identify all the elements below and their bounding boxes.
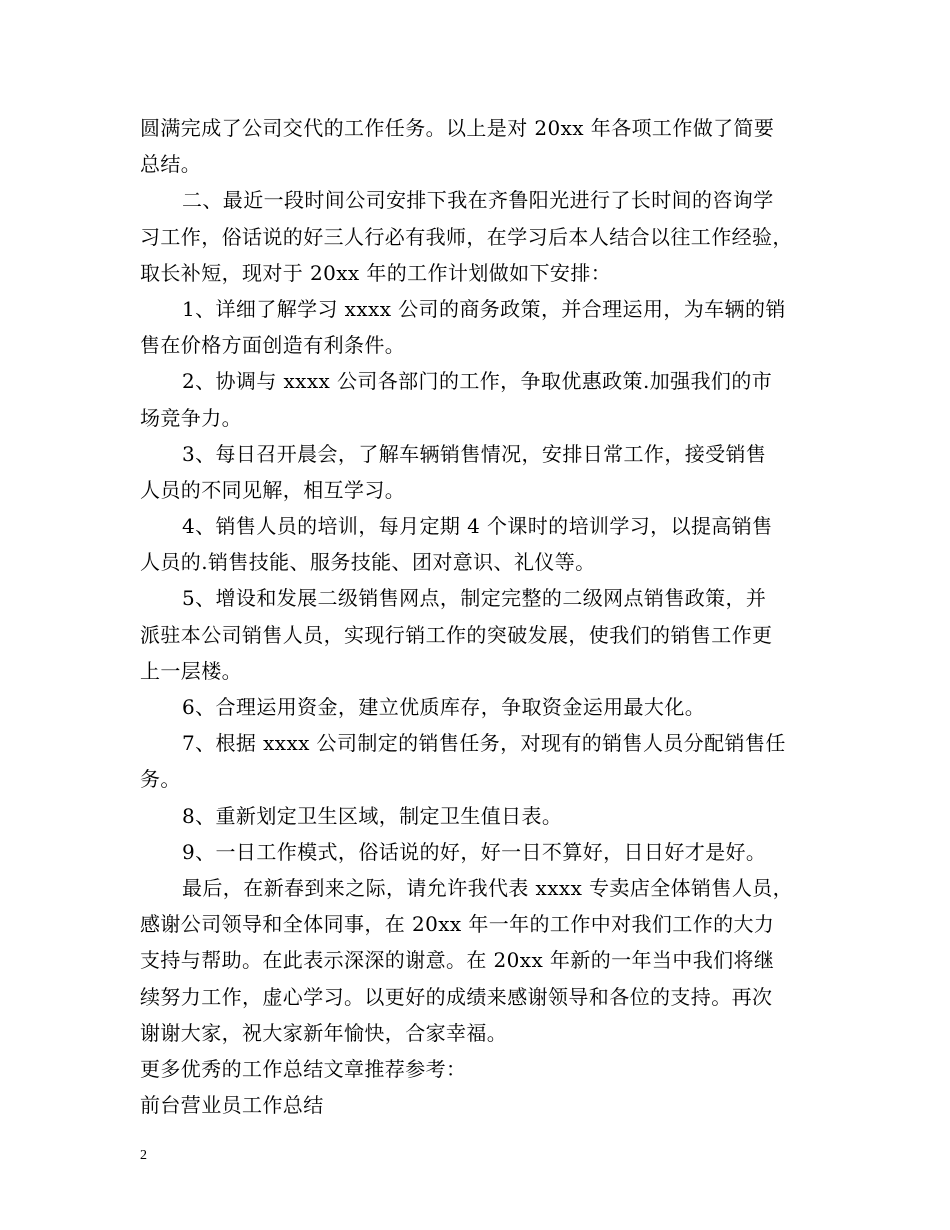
text-line: 更多优秀的工作总结文章推荐参考： <box>140 1056 467 1081</box>
text-line: 人员的.销售技能、服务技能、团对意识、礼仪等。 <box>140 550 596 575</box>
text-line: 5、增设和发展二级销售网点，制定完整的二级网点销售政策，并 <box>182 586 767 611</box>
text-line: 习工作，俗话说的好三人行必有我师，在学习后本人结合以往工作经验， <box>140 224 793 249</box>
text-line: 4、销售人员的培训，每月定期 4 个课时的培训学习，以提高销售 <box>182 514 773 539</box>
text-line: 上一层楼。 <box>140 658 242 683</box>
text-line: 派驻本公司销售人员，实现行销工作的突破发展，使我们的销售工作更 <box>140 622 773 647</box>
text-line: 圆满完成了公司交代的工作任务。以上是对 20xx 年各项工作做了简要 <box>140 116 775 140</box>
text-line: 7、根据 xxxx 公司制定的销售任务，对现有的销售人员分配销售任 <box>182 731 786 756</box>
document-body <box>140 110 825 1123</box>
text-line: 前台营业员工作总结 <box>140 1093 324 1118</box>
text-line: 总结。 <box>140 152 202 177</box>
text-line: 3、每日召开晨会，了解车辆销售情况，安排日常工作，接受销售 <box>182 441 767 466</box>
text-line: 续努力工作，虚心学习。以更好的成绩来感谢领导和各位的支持。再次 <box>140 984 773 1009</box>
text-line: 售在价格方面创造有利条件。 <box>140 333 406 358</box>
text-line: 感谢公司领导和全体同事，在 20xx 年一年的工作中对我们工作的大力 <box>140 912 775 937</box>
text-line: 2、协调与 xxxx 公司各部门的工作，争取优惠政策.加强我们的市 <box>182 369 773 394</box>
text-line: 1、详细了解学习 xxxx 公司的商务政策，并合理运用，为车辆的销 <box>182 296 786 321</box>
text-line: 谢谢大家，祝大家新年愉快，合家幸福。 <box>140 1020 508 1045</box>
text-line: 人员的不同见解，相互学习。 <box>140 477 406 502</box>
text-line: 场竞争力。 <box>140 405 242 430</box>
text-line: 9、一日工作模式，俗话说的好，好一日不算好，日日好才是好。 <box>182 839 767 864</box>
page-number: 2 <box>140 1148 147 1163</box>
text-line: 8、重新划定卫生区域，制定卫生值日表。 <box>182 803 563 828</box>
text-line: 二、最近一段时间公司安排下我在齐鲁阳光进行了长时间的咨询学 <box>182 188 774 213</box>
text-line: 6、合理运用资金，建立优质库存，争取资金运用最大化。 <box>182 695 706 719</box>
text-line: 务。 <box>140 767 181 792</box>
text-line: 最后，在新春到来之际，请允许我代表 xxxx 专卖店全体销售人员， <box>182 875 794 900</box>
text-line: 取长补短，现对于 20xx 年的工作计划做如下安排： <box>140 260 612 285</box>
text-line: 支持与帮助。在此表示深深的谢意。在 20xx 年新的一年当中我们将继 <box>140 948 775 973</box>
